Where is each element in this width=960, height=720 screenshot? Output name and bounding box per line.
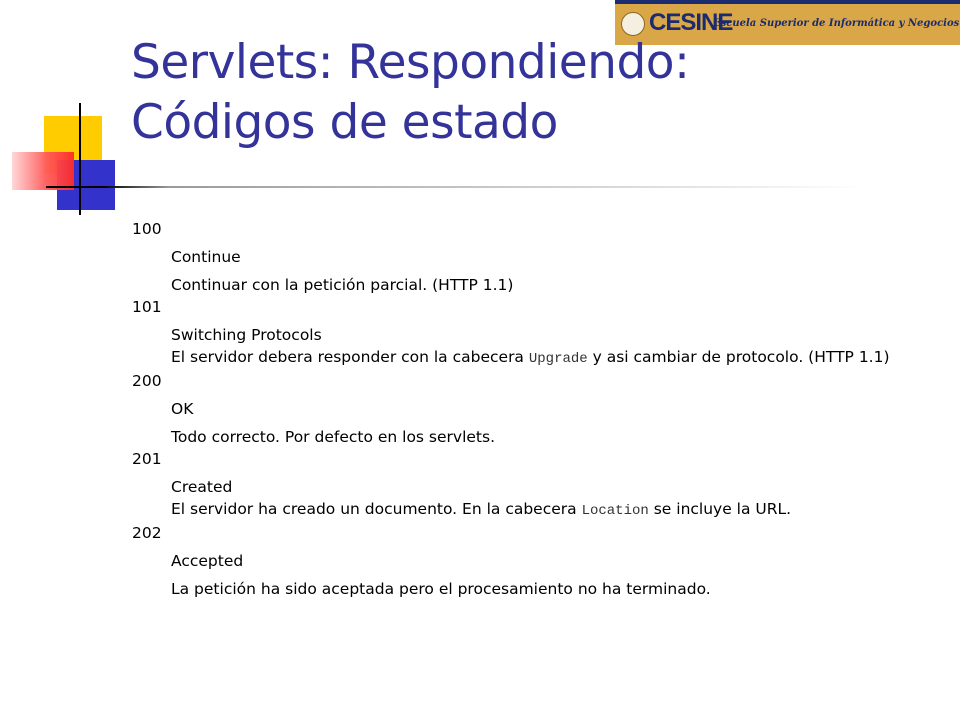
status-code: 200 [132,372,162,390]
status-code: 202 [132,524,162,542]
status-entry-201 [132,448,922,522]
status-name: Created [171,478,233,496]
status-description-text: Todo correcto. Por defecto en los servlets. [171,428,496,446]
status-description-text-end: y asi cambiar de protocolo. (HTTP 1.1) [587,348,890,366]
header-name-code: Upgrade [528,351,588,367]
status-description [171,578,922,600]
status-name: OK [171,400,194,418]
status-entry-101 [132,296,922,370]
title-underline [46,186,866,188]
status-code: 100 [132,220,162,238]
status-code: 101 [132,298,162,316]
header-name-code: Location [581,503,649,519]
logo-school-name: Escuela Superior de Informática y Negocios [713,18,960,29]
status-entry-202 [132,522,922,600]
status-entry-200 [132,370,922,448]
status-description [171,426,922,448]
status-description-text: La petición ha sido aceptada pero el procesamiento no ha terminado. [171,580,711,598]
status-description [171,346,922,370]
status-name: Accepted [171,552,244,570]
slide-title-line-2: Códigos de estado [131,95,558,150]
status-code-list [132,218,922,600]
slide-title-line-1: Servlets: Respondiendo: [131,35,690,90]
status-description [171,498,922,522]
status-name: Continue [171,248,241,266]
status-description-text-end: se incluye la URL. [648,500,792,518]
logo-mark: CESINE [649,9,733,36]
decorative-red-bar [12,152,74,190]
status-description-text: El servidor debera responder con la cabecera [171,348,529,366]
status-code: 201 [132,450,162,468]
status-name: Switching Protocols [171,326,322,344]
slide-title [131,33,891,153]
status-description-text: Continuar con la petición parcial. (HTTP 1.1) [171,276,514,294]
decorative-vertical-line [79,103,81,215]
status-entry-100 [132,218,922,296]
status-description [171,274,922,296]
status-description-text: El servidor ha creado un documento. En la cabecera [171,500,582,518]
